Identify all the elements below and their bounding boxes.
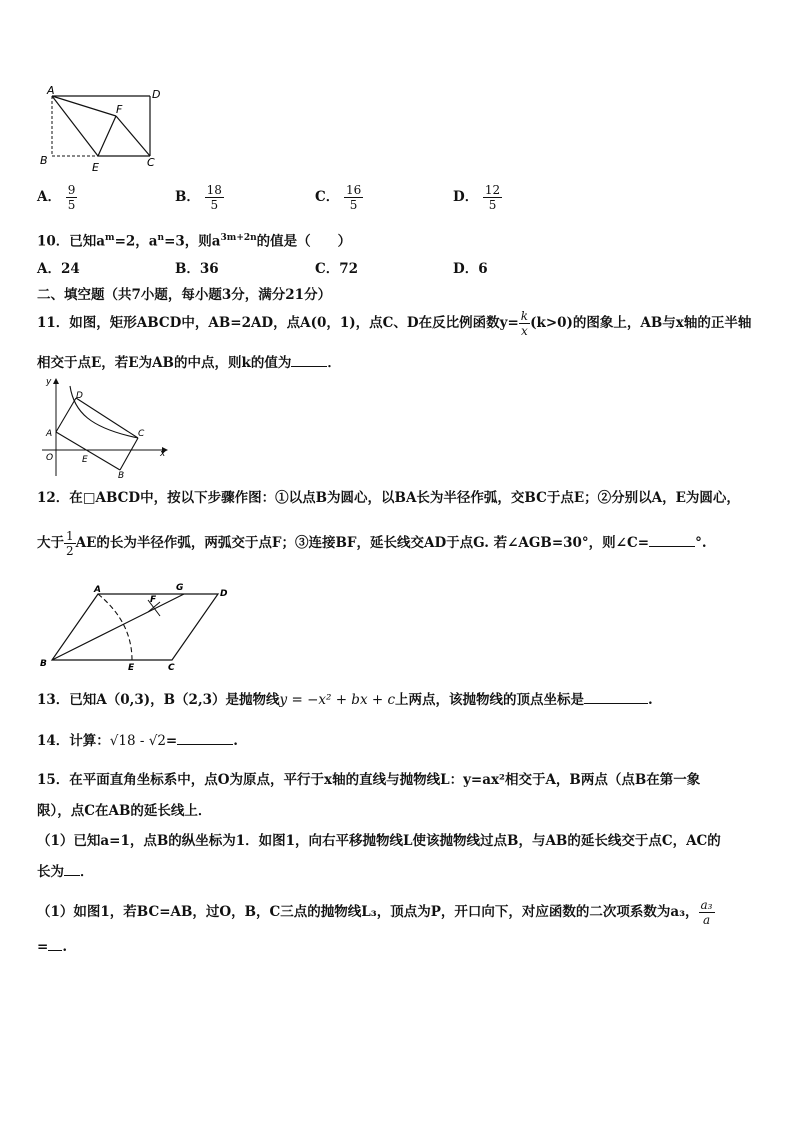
numerator: a₃ xyxy=(700,898,713,912)
fig11-label-a: A xyxy=(46,429,53,439)
choice-label: D． xyxy=(453,189,479,205)
fraction xyxy=(483,183,502,212)
q15-line3: （1）已知a=1，点B的纵坐标为1．如图1，向右平移抛物线L使该抛物线过点B，与AB的延长线交于点C，AC的 xyxy=(37,833,721,849)
fig12-label-e: E xyxy=(128,663,135,673)
fig11-label-o: O xyxy=(46,453,54,463)
choice-label: C． xyxy=(315,189,340,205)
q13-post: 上两点，该抛物线的顶点坐标是 xyxy=(395,692,585,708)
q15-line6-end: . xyxy=(62,939,68,955)
fig11-label-y: y xyxy=(46,377,52,387)
numerator: 1 xyxy=(66,529,74,543)
q14-formula: √18 - √2 xyxy=(109,733,166,749)
fig9-label-b: B xyxy=(40,154,48,167)
fig11-label-e: E xyxy=(82,455,88,465)
answer-blank[interactable] xyxy=(291,354,327,367)
fig11-label-b: B xyxy=(118,471,125,480)
q11-line2-text: 相交于点E，若E为AB的中点，则k的值为 xyxy=(37,355,292,371)
fig11-label-c: C xyxy=(138,429,145,439)
fig12-label-a: A xyxy=(94,585,101,595)
q14-end: . xyxy=(233,733,238,749)
q10-choice-d[interactable]: D．6 xyxy=(453,261,488,277)
q11-line1 xyxy=(37,309,751,338)
figure-q11-graph xyxy=(34,372,174,480)
numerator: 9 xyxy=(67,183,76,197)
q12-line2-post: AE的长为半径作弧，两弧交于点F；③连接BF，延长线交AD于点G. 若∠AGB=30°，则∠C= xyxy=(75,535,650,551)
fig11-label-x: x xyxy=(160,449,166,459)
fraction-a3-over-a xyxy=(699,898,715,927)
q10-sup-m: m xyxy=(105,233,115,243)
q13-stem xyxy=(37,691,653,709)
q10-choice-a[interactable]: A．24 xyxy=(37,261,80,277)
q11-line1-pre: 11．如图，矩形ABCD中，AB=2AD，点A(0，1)，点C、D在反比例函数y= xyxy=(37,315,519,331)
denominator: 5 xyxy=(488,198,497,212)
q11-line1-post: (k>0)的图象上，AB与x轴的正半轴 xyxy=(530,315,752,331)
answer-blank[interactable] xyxy=(584,691,648,704)
fraction xyxy=(205,183,224,212)
denominator: 5 xyxy=(210,198,219,212)
q11-line2-end: ． xyxy=(327,355,341,371)
denominator: 5 xyxy=(67,198,76,212)
fig12-label-d: D xyxy=(220,589,228,599)
q13-formula: y = −x² + bx + c xyxy=(279,692,396,708)
q10-prefix: 10．已知a xyxy=(37,233,106,250)
figure-q12-parallelogram xyxy=(36,582,236,674)
q10-mid1: =2，a xyxy=(114,233,158,250)
figure-q9-rectangle xyxy=(36,82,166,174)
fig9-label-e: E xyxy=(92,161,99,174)
numerator: 12 xyxy=(484,183,501,197)
denominator: 5 xyxy=(349,198,358,212)
fig9-label-a: A xyxy=(47,84,55,97)
q13-end: . xyxy=(648,692,653,708)
q12-line2-pre: 大于 xyxy=(37,535,64,551)
fig9-label-f: F xyxy=(116,103,123,116)
fraction-one-half xyxy=(64,529,76,558)
answer-blank[interactable] xyxy=(48,938,62,951)
denominator: x xyxy=(521,324,528,338)
q14-post: = xyxy=(165,733,178,749)
q12-line2-end: °. xyxy=(695,535,707,551)
q15-line4 xyxy=(37,863,94,881)
choice-label: A． xyxy=(37,189,61,205)
q9-choice-d[interactable] xyxy=(453,183,502,212)
numerator: k xyxy=(520,309,529,323)
fig9-label-c: C xyxy=(147,156,155,169)
fig12-label-c: C xyxy=(168,663,175,673)
fig12-label-b: B xyxy=(40,659,47,669)
fig12-label-g: G xyxy=(176,583,184,593)
choice-label: B． xyxy=(175,189,200,205)
q9-choice-c[interactable] xyxy=(315,183,363,212)
answer-blank[interactable] xyxy=(64,863,80,876)
q10-choice-c[interactable]: C．72 xyxy=(315,261,359,277)
fig11-label-d: D xyxy=(76,391,83,401)
q15-line6-pre: = xyxy=(37,939,49,955)
q13-pre: 13．已知A（0,3)，B（2,3）是抛物线 xyxy=(37,692,280,708)
q9-choice-a[interactable] xyxy=(37,183,77,212)
q11-line2 xyxy=(37,354,341,372)
answer-blank[interactable] xyxy=(649,534,695,547)
q10-sup-n: n xyxy=(157,233,165,243)
denominator: 2 xyxy=(66,544,74,558)
q15-line2: 限），点C在AB的延长线上． xyxy=(37,803,212,819)
fig12-label-f: F xyxy=(150,595,157,605)
q15-line5 xyxy=(37,898,715,927)
fraction-k-over-x xyxy=(519,309,530,338)
denominator: a xyxy=(702,913,711,927)
q15-line1: 15．在平面直角坐标系中，点O为原点，平行于x轴的直线与抛物线L：y=ax²相交于A，B两点（点B在第一象 xyxy=(37,772,701,788)
q15-line6 xyxy=(37,938,67,956)
fig9-label-d: D xyxy=(152,88,161,101)
numerator: 18 xyxy=(206,183,222,197)
q10-stem xyxy=(37,229,351,251)
q10-mid2: =3，则a xyxy=(164,233,221,250)
fraction xyxy=(66,183,78,212)
q9-choice-b[interactable] xyxy=(175,183,224,212)
answer-blank[interactable] xyxy=(177,732,233,745)
q10-sup-exp: 3m+2n xyxy=(220,233,257,243)
q14-stem xyxy=(37,732,238,750)
section-heading-fill-in: 二、填空题（共7小题，每小题3分，满分21分） xyxy=(37,287,332,303)
q12-line2 xyxy=(37,529,707,558)
q10-choice-b[interactable]: B．36 xyxy=(175,261,219,277)
q10-suffix: 的值是（ ） xyxy=(256,233,352,250)
q15-line4-pre: 长为 xyxy=(37,864,64,880)
q14-pre: 14．计算： xyxy=(37,733,110,749)
numerator: 16 xyxy=(345,183,362,197)
q12-line1: 12．在□ABCD中，按以下步骤作图：①以点B为圆心，以BA长为半径作弧，交BC于点E；②分别以A，E为圆心， xyxy=(37,490,740,506)
q15-line5-pre: （1）如图1，若BC=AB，过O，B，C三点的抛物线L₃，顶点为P，开口向下，对应函数的二次项系数为a₃， xyxy=(37,904,699,920)
q15-line4-end: ． xyxy=(80,864,94,880)
fraction xyxy=(344,183,363,212)
